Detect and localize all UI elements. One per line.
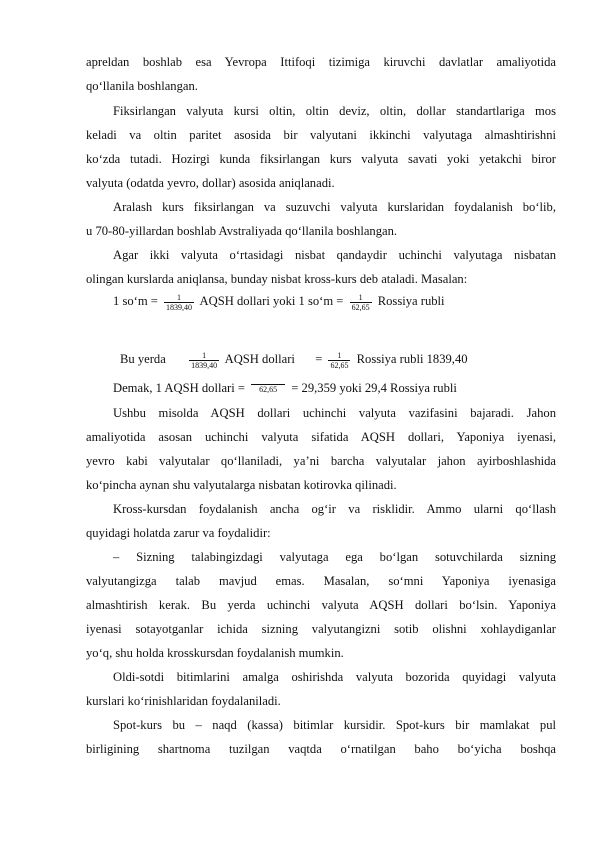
paragraph-line: ko‘pincha aynan shu valyutalarga nisbatan kotirovka qilinadi. [86, 478, 397, 492]
paragraph-line: amaliyotida asosan uchinchi valyuta sifatida AQSH dollari, Yaponiya iyenasi, [86, 430, 556, 444]
paragraph-line: u 70-80-yillardan boshlab Avstraliyada qo‘llanila boshlangan. [86, 224, 398, 238]
paragraph-line: almashtirish kerak. Bu yerda uchinchi valyuta AQSH dollari bo‘lsin. Yaponiya [86, 598, 556, 612]
paragraph-line: apreldan boshlab esa Yevropa Ittifoqi tizimiga kiruvchi davlatlar amaliyotida [86, 55, 556, 69]
formula-text: Rossiya rubli [377, 294, 445, 308]
fraction-numerator: 1 [350, 293, 372, 303]
fraction-denominator: 1839,40 [166, 302, 193, 312]
formula-text: AQSH dollari [224, 352, 295, 366]
formula-line-1 [113, 290, 556, 312]
paragraph-line: yevro kabi valyutalar qo‘llaniladi, ya’ni barcha valyutalar jahon ayirboshlashida [86, 454, 556, 468]
paragraph-line: Oldi-sotdi bitimlarini amalga oshirishda valyuta bozorida quyidagi valyuta [113, 670, 556, 684]
fraction [251, 383, 285, 394]
fraction-denominator: 62,65 [351, 302, 370, 312]
formula-text: Bu yerda [120, 352, 166, 366]
formula-text: = 29,359 yoki 29,4 Rossiya rubli [291, 381, 457, 395]
paragraph-line: Aralash kurs fiksirlangan va suzuvchi valyuta kurslaridan foydalanish bo‘lib, [113, 200, 556, 214]
formula-text: = [315, 352, 323, 366]
paragraph-line: birligining shartnoma tuzilgan vaqtda o‘rnatilgan baho bo‘yicha boshqa [86, 742, 556, 756]
paragraph-line: quyidagi holatda zarur va foydalidir: [86, 526, 271, 540]
formula-line-2 [120, 348, 556, 370]
formula-line-3 [113, 379, 556, 397]
fraction [350, 293, 372, 312]
fraction [328, 351, 350, 370]
paragraph-line: valyutangizga talab mavjud emas. Masalan, so‘mni Yaponiya iyenasiga [86, 574, 556, 588]
paragraph-line: iyenasi sotayotganlar ichida sizning valyutangizni sotib olishni xohlaydiganlar [86, 622, 556, 636]
formula-text: Rossiya rubli 1839,40 [356, 352, 468, 366]
paragraph-line: Kross-kursdan foydalanish ancha og‘ir va risklidir. Ammo ularni qo‘llash [113, 502, 556, 516]
fraction [164, 293, 194, 312]
fraction-numerator: 1 [189, 351, 219, 361]
paragraph-line: Fiksirlangan valyuta kursi oltin, oltin deviz, oltin, dollar standartlariga mos [113, 104, 556, 118]
paragraph-line: valyuta (odatda yevro, dollar) asosida aniqlanadi. [86, 176, 335, 190]
fraction [189, 351, 219, 370]
paragraph-line: Ushbu misolda AQSH dollari uchinchi valyuta vazifasini bajaradi. Jahon [113, 406, 556, 420]
fraction-denominator: 1839,40 [191, 360, 218, 370]
paragraph-line: ko‘zda tutadi. Hozirgi kunda fiksirlangan kurs valyuta savati yoki yetakchi biror [86, 152, 556, 166]
formula-text: AQSH dollari yoki 1 so‘m = [199, 294, 344, 308]
paragraph-line: – Sizning talabingizdagi valyutaga ega bo‘lgan sotuvchilarda sizning [113, 550, 556, 564]
paragraph-line: kurslari ko‘rinishlaridan foydalaniladi. [86, 694, 281, 708]
paragraph-line: Spot-kurs bu – naqd (kassa) bitimlar kursidir. Spot-kurs bir mamlakat pul [113, 718, 556, 732]
paragraph-line: keladi va oltin paritet asosida bir valyutani ikkinchi valyutaga almashtirishni [86, 128, 556, 142]
fraction-numerator: 1 [164, 293, 194, 303]
paragraph-line: yo‘q, shu holda krosskursdan foydalanish mumkin. [86, 646, 344, 660]
fraction-denominator: 62,65 [259, 385, 278, 394]
fraction-denominator: 62,65 [330, 360, 349, 370]
formula-text: 1 so‘m = [113, 294, 158, 308]
fraction-numerator: 1 [328, 351, 350, 361]
paragraph-line: olingan kurslarda aniqlansa, bunday nisbat kross-kurs deb ataladi. Masalan: [86, 272, 468, 286]
paragraph-line: Agar ikki valyuta o‘rtasidagi nisbat qandaydir uchinchi valyutaga nisbatan [113, 248, 556, 262]
formula-text: Demak, 1 AQSH dollari = [113, 381, 245, 395]
paragraph-line: qo‘llanila boshlangan. [86, 79, 198, 93]
